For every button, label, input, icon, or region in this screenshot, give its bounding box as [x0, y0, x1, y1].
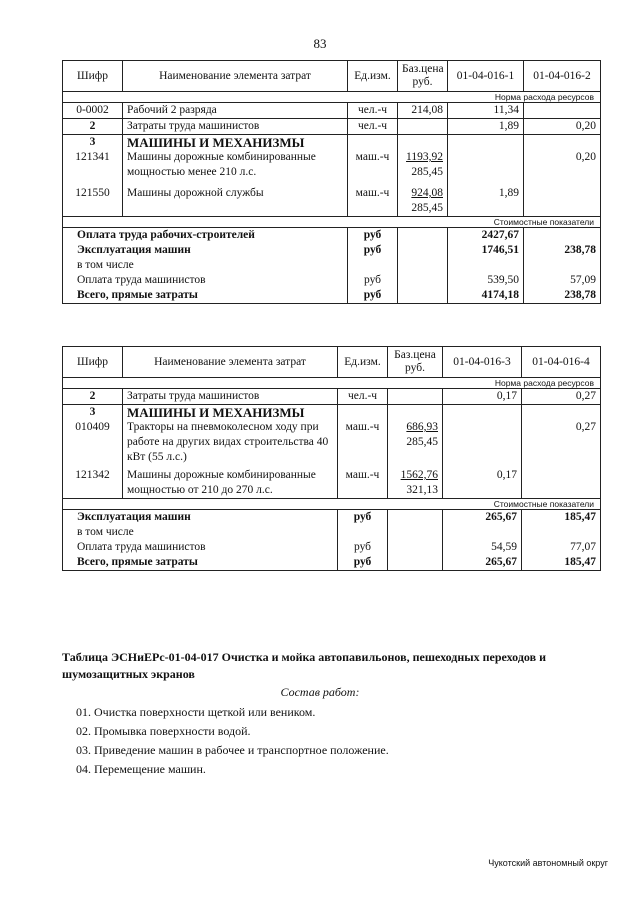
header-code: Шифр — [63, 61, 123, 92]
row-code: 0-0002 — [63, 103, 123, 119]
cost-row — [63, 258, 601, 273]
cost-unit: руб — [348, 273, 398, 288]
table-row — [63, 135, 601, 151]
row-unit: маш.-ч — [348, 150, 398, 180]
cost-unit: руб — [338, 555, 388, 571]
cost-value-1: 4174,18 — [448, 288, 524, 304]
row-price: 1193,92 285,45 — [398, 150, 448, 180]
header-price: Баз.цена руб. — [388, 347, 443, 378]
header-unit: Ед.изм. — [338, 347, 388, 378]
list-item: 02. Промывка поверхности водой. — [76, 724, 251, 738]
cost-unit: руб — [338, 510, 388, 526]
row-unit: чел.-ч — [348, 119, 398, 135]
row-value-2 — [524, 180, 601, 217]
cost-name: Оплата труда машинистов — [63, 540, 338, 555]
row-value-1: 1,89 — [448, 180, 524, 217]
cost-value-2: 57,09 — [524, 273, 601, 288]
cost-row — [63, 228, 601, 244]
row-code: 121341 — [63, 150, 123, 180]
cost-name: Оплата труда машинистов — [63, 273, 348, 288]
row-value-2: 0,27 — [522, 389, 601, 405]
table-header-row — [63, 347, 601, 378]
row-name: Тракторы на пневмоколесном ходу при работе на других видах строительства 40 кВт (55 л.с.) — [123, 420, 338, 465]
cost-value-2: 238,78 — [524, 243, 601, 258]
row-price: 924,08 285,45 — [398, 180, 448, 217]
row-unit: чел.-ч — [348, 103, 398, 119]
row-name: Рабочий 2 разряда — [123, 103, 348, 119]
cost-row — [63, 273, 601, 288]
header-col-2: 01-04-016-2 — [524, 61, 601, 92]
row-code: 3 — [63, 405, 123, 421]
row-code: 121342 — [63, 465, 123, 499]
row-unit: маш.-ч — [338, 420, 388, 465]
row-value-1: 0,17 — [443, 389, 522, 405]
header-unit: Ед.изм. — [348, 61, 398, 92]
row-name: МАШИНЫ И МЕХАНИЗМЫ — [123, 405, 338, 421]
cost-value-1: 539,50 — [448, 273, 524, 288]
cost-name: в том числе — [63, 258, 348, 273]
table-header-row — [63, 61, 601, 92]
row-price: 1562,76 321,13 — [388, 465, 443, 499]
header-col-1: 01-04-016-3 — [443, 347, 522, 378]
row-value-2: 0,20 — [524, 150, 601, 180]
cost-name: Всего, прямые затраты — [63, 288, 348, 304]
cost-name: Эксплуатация машин — [63, 243, 348, 258]
row-value-1 — [443, 420, 522, 465]
cost-name: Всего, прямые затраты — [63, 555, 338, 571]
cost-value-2: 77,07 — [522, 540, 601, 555]
cost-name: в том числе — [63, 525, 338, 540]
table-row — [63, 103, 601, 119]
row-value-2 — [524, 103, 601, 119]
cost-unit: руб — [338, 540, 388, 555]
row-code: 2 — [63, 389, 123, 405]
row-code: 2 — [63, 119, 123, 135]
header-col-2: 01-04-016-4 — [522, 347, 601, 378]
cost-unit: руб — [348, 228, 398, 244]
table-row — [63, 150, 601, 180]
cost-unit: руб — [348, 288, 398, 304]
row-value-1 — [448, 150, 524, 180]
cost-row — [63, 510, 601, 526]
row-value-2 — [522, 465, 601, 499]
cost-name: Эксплуатация машин — [63, 510, 338, 526]
row-value-1: 1,89 — [448, 119, 524, 135]
table-row — [63, 119, 601, 135]
section-norm: Норма расхода ресурсов — [63, 378, 601, 389]
cost-value-1: 54,59 — [443, 540, 522, 555]
row-name: МАШИНЫ И МЕХАНИЗМЫ — [123, 135, 348, 151]
cost-unit: руб — [348, 243, 398, 258]
header-name: Наименование элемента затрат — [123, 61, 348, 92]
row-unit: чел.-ч — [338, 389, 388, 405]
row-code: 010409 — [63, 420, 123, 465]
cost-row — [63, 555, 601, 571]
cost-value-2: 238,78 — [524, 288, 601, 304]
row-value-2: 0,27 — [522, 420, 601, 465]
cost-value-2: 185,47 — [522, 510, 601, 526]
table-row — [63, 389, 601, 405]
cost-value-1: 265,67 — [443, 555, 522, 571]
table-title: Таблица ЭСНиЕРс-01-04-017 Очистка и мойка автопавильонов, пешеходных переходов и шумозащитных экранов — [62, 650, 546, 681]
table-row — [63, 465, 601, 499]
cost-value-2: 185,47 — [522, 555, 601, 571]
row-price: 686,93 285,45 — [388, 420, 443, 465]
header-col-1: 01-04-016-1 — [448, 61, 524, 92]
cost-value-1: 265,67 — [443, 510, 522, 526]
resource-table-1 — [62, 60, 601, 304]
header-name: Наименование элемента затрат — [123, 347, 338, 378]
works-list — [76, 703, 389, 779]
section-cost: Стоимостные показатели — [63, 217, 601, 228]
cost-row — [63, 525, 601, 540]
header-price: Баз.цена руб. — [398, 61, 448, 92]
cost-value-2 — [524, 228, 601, 244]
table-row — [63, 180, 601, 217]
section-norm: Норма расхода ресурсов — [63, 92, 601, 103]
section-cost: Стоимостные показатели — [63, 499, 601, 510]
row-name: Машины дорожной службы — [123, 180, 348, 217]
cost-value-1: 1746,51 — [448, 243, 524, 258]
page-number: 83 — [313, 36, 327, 51]
row-name: Затраты труда машинистов — [123, 119, 348, 135]
row-value-1: 11,34 — [448, 103, 524, 119]
list-item: 04. Перемещение машин. — [76, 762, 206, 776]
cost-value-1: 2427,67 — [448, 228, 524, 244]
row-unit: маш.-ч — [348, 180, 398, 217]
row-unit: маш.-ч — [338, 465, 388, 499]
header-code: Шифр — [63, 347, 123, 378]
cost-row — [63, 288, 601, 304]
list-item: 03. Приведение машин в рабочее и транспортное положение. — [76, 743, 389, 757]
row-name: Машины дорожные комбинированные мощностью от 210 до 270 л.с. — [123, 465, 338, 499]
row-value-2: 0,20 — [524, 119, 601, 135]
row-name: Затраты труда машинистов — [123, 389, 338, 405]
table-row — [63, 405, 601, 421]
cost-row — [63, 243, 601, 258]
row-name: Машины дорожные комбинированные мощностью менее 210 л.с. — [123, 150, 348, 180]
row-price: 214,08 — [398, 103, 448, 119]
row-code: 3 — [63, 135, 123, 151]
cost-row — [63, 540, 601, 555]
cost-name: Оплата труда рабочих-строителей — [63, 228, 348, 244]
row-value-1: 0,17 — [443, 465, 522, 499]
footer-region: Чукотский автономный округ — [488, 858, 608, 868]
composition-heading: Состав работ: — [280, 685, 360, 699]
row-price — [398, 119, 448, 135]
table-row — [63, 420, 601, 465]
row-code: 121550 — [63, 180, 123, 217]
resource-table-2 — [62, 346, 601, 571]
list-item: 01. Очистка поверхности щеткой или веником. — [76, 705, 316, 719]
row-price — [388, 389, 443, 405]
